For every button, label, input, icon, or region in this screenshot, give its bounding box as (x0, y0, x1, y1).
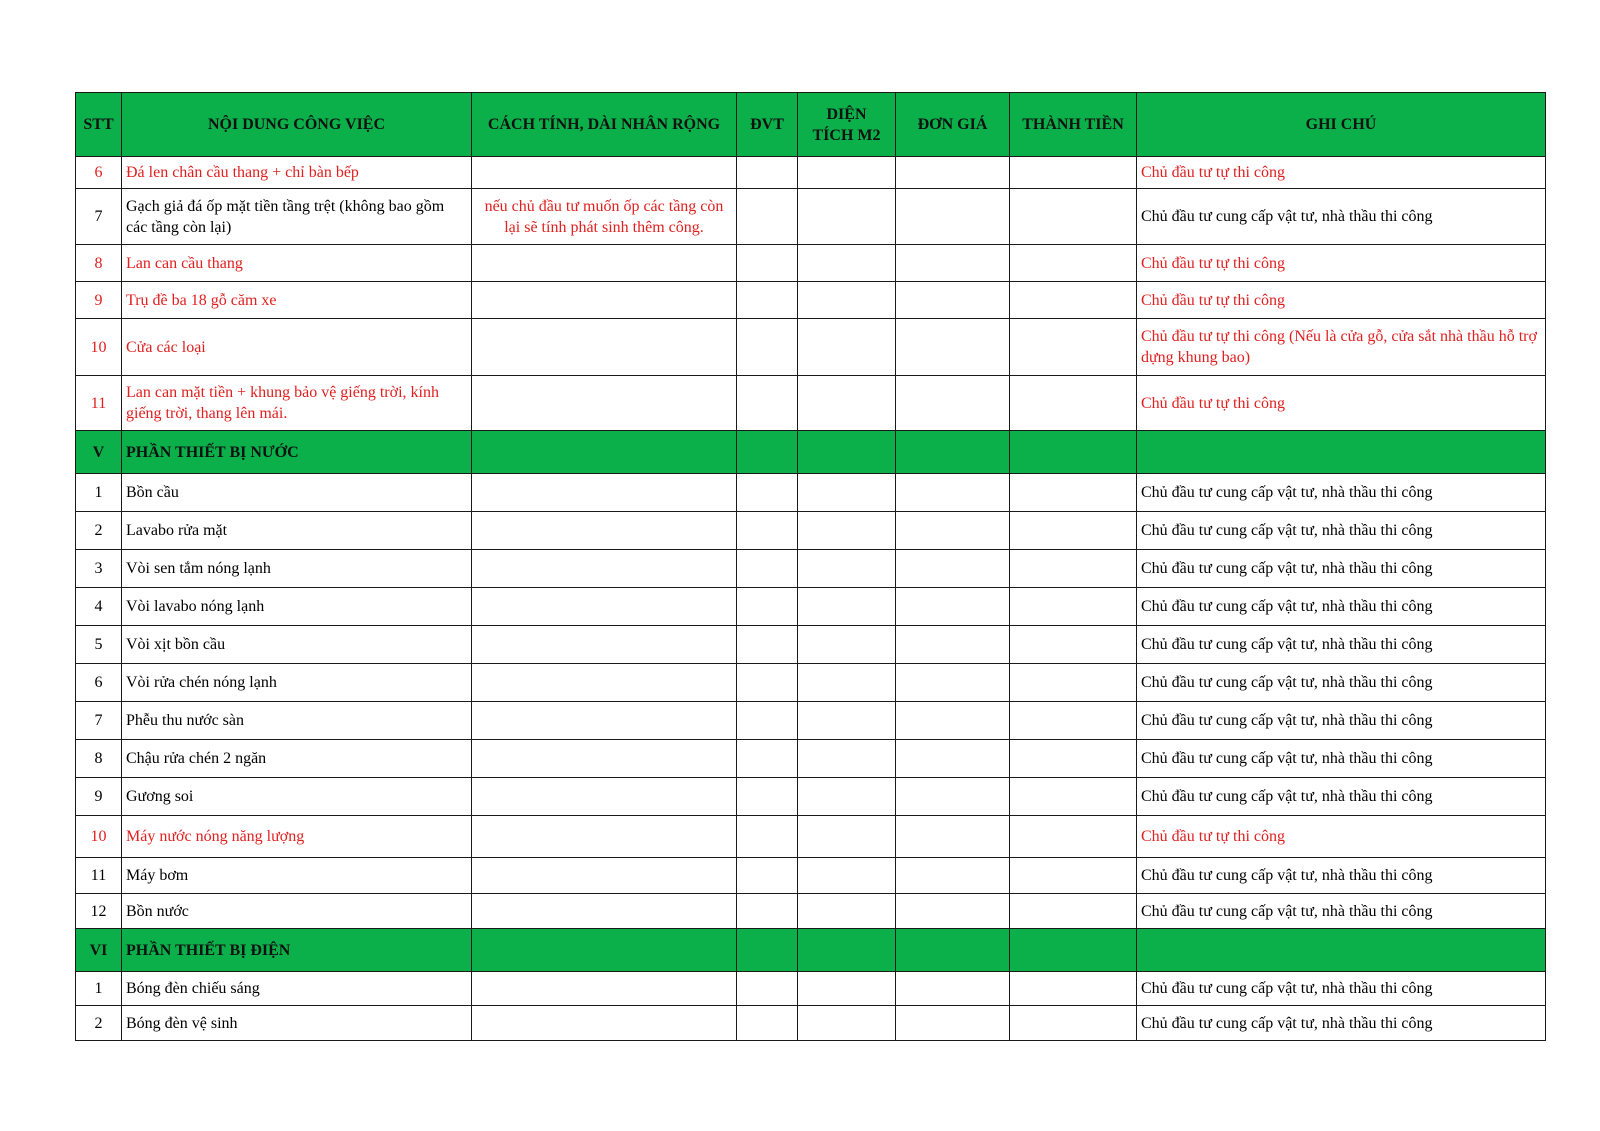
row-unit-price (896, 189, 1010, 245)
row-stt: 11 (76, 376, 122, 431)
section-cell (798, 929, 896, 972)
row-note: Chủ đầu tư cung cấp vật tư, nhà thầu thi công (1137, 858, 1546, 894)
row-method (472, 157, 737, 189)
row-total (1010, 894, 1137, 929)
row-area (798, 189, 896, 245)
row-unit (737, 245, 798, 282)
row-note: Chủ đầu tư cung cấp vật tư, nhà thầu thi công (1137, 474, 1546, 512)
row-unit-price (896, 626, 1010, 664)
row-total (1010, 740, 1137, 778)
table-row (76, 282, 1546, 319)
row-method (472, 858, 737, 894)
header-area-line2: TÍCH M2 (812, 126, 881, 144)
table-row (76, 157, 1546, 189)
row-content: Lan can cầu thang (122, 245, 472, 282)
row-stt: 10 (76, 816, 122, 858)
row-area (798, 972, 896, 1006)
row-content: Chậu rửa chén 2 ngăn (122, 740, 472, 778)
row-area (798, 664, 896, 702)
header-content: NỘI DUNG CÔNG VIỆC (122, 93, 472, 157)
row-method (472, 474, 737, 512)
row-stt: 9 (76, 778, 122, 816)
row-unit (737, 702, 798, 740)
row-method (472, 319, 737, 376)
row-stt: 3 (76, 550, 122, 588)
row-total (1010, 1006, 1137, 1041)
row-stt: 7 (76, 189, 122, 245)
table-row (76, 702, 1546, 740)
row-area (798, 157, 896, 189)
row-stt: 4 (76, 588, 122, 626)
row-stt: 1 (76, 474, 122, 512)
row-unit (737, 1006, 798, 1041)
table-row (76, 245, 1546, 282)
row-unit (737, 816, 798, 858)
table-row (76, 740, 1546, 778)
section-cell (1137, 431, 1546, 474)
table-row (76, 189, 1546, 245)
row-unit (737, 550, 798, 588)
row-area (798, 512, 896, 550)
row-total (1010, 702, 1137, 740)
row-stt: 2 (76, 1006, 122, 1041)
row-stt: 2 (76, 512, 122, 550)
section-title: PHẦN THIẾT BỊ ĐIỆN (122, 929, 472, 972)
row-method (472, 894, 737, 929)
row-total (1010, 816, 1137, 858)
row-method (472, 702, 737, 740)
row-area (798, 626, 896, 664)
row-note: Chủ đầu tư cung cấp vật tư, nhà thầu thi công (1137, 972, 1546, 1006)
row-stt: 8 (76, 245, 122, 282)
row-unit-price (896, 157, 1010, 189)
row-area (798, 376, 896, 431)
header-note: GHI CHÚ (1137, 93, 1546, 157)
row-unit-price (896, 894, 1010, 929)
row-unit (737, 858, 798, 894)
row-area (798, 319, 896, 376)
header-unit: ĐVT (737, 93, 798, 157)
row-unit-price (896, 319, 1010, 376)
row-content: Phễu thu nước sàn (122, 702, 472, 740)
row-note: Chủ đầu tư cung cấp vật tư, nhà thầu thi công (1137, 550, 1546, 588)
row-total (1010, 626, 1137, 664)
row-note: Chủ đầu tư cung cấp vật tư, nhà thầu thi công (1137, 778, 1546, 816)
table-row (76, 816, 1546, 858)
header-area-line1: DIỆN (826, 105, 867, 123)
section-cell (1137, 929, 1546, 972)
table-row (76, 588, 1546, 626)
row-method (472, 816, 737, 858)
row-total (1010, 778, 1137, 816)
table-row (76, 1006, 1546, 1041)
row-note: Chủ đầu tư cung cấp vật tư, nhà thầu thi công (1137, 740, 1546, 778)
section-row-v (76, 431, 1546, 474)
row-total (1010, 376, 1137, 431)
row-stt: 5 (76, 626, 122, 664)
row-unit-price (896, 550, 1010, 588)
row-unit (737, 740, 798, 778)
row-stt: 6 (76, 664, 122, 702)
section-cell (798, 431, 896, 474)
row-method (472, 740, 737, 778)
row-note: Chủ đầu tư tự thi công (Nếu là cửa gỗ, cửa sắt nhà thầu hỗ trợ dựng khung bao) (1137, 319, 1546, 376)
row-stt: 1 (76, 972, 122, 1006)
row-content: Bồn cầu (122, 474, 472, 512)
section-title: PHẦN THIẾT BỊ NƯỚC (122, 431, 472, 474)
table-row (76, 376, 1546, 431)
header-row (76, 93, 1546, 157)
row-method (472, 245, 737, 282)
row-total (1010, 189, 1137, 245)
row-unit (737, 282, 798, 319)
row-method (472, 626, 737, 664)
section-stt: V (76, 431, 122, 474)
row-unit-price (896, 512, 1010, 550)
row-total (1010, 319, 1137, 376)
table-row (76, 858, 1546, 894)
row-content: Vòi sen tắm nóng lạnh (122, 550, 472, 588)
row-unit (737, 588, 798, 626)
row-stt: 12 (76, 894, 122, 929)
row-method (472, 778, 737, 816)
row-method (472, 972, 737, 1006)
row-total (1010, 550, 1137, 588)
row-unit-price (896, 588, 1010, 626)
row-total (1010, 474, 1137, 512)
section-cell (1010, 929, 1137, 972)
row-stt: 7 (76, 702, 122, 740)
row-content: Bồn nước (122, 894, 472, 929)
row-note: Chủ đầu tư cung cấp vật tư, nhà thầu thi công (1137, 894, 1546, 929)
row-unit-price (896, 702, 1010, 740)
row-method (472, 512, 737, 550)
row-content: Vòi lavabo nóng lạnh (122, 588, 472, 626)
row-unit-price (896, 858, 1010, 894)
row-note: Chủ đầu tư tự thi công (1137, 157, 1546, 189)
table-row (76, 778, 1546, 816)
row-method (472, 282, 737, 319)
row-total (1010, 858, 1137, 894)
row-stt: 10 (76, 319, 122, 376)
row-area (798, 282, 896, 319)
table-row (76, 512, 1546, 550)
row-total (1010, 972, 1137, 1006)
table-row (76, 474, 1546, 512)
row-area (798, 816, 896, 858)
row-content: Lavabo rửa mặt (122, 512, 472, 550)
header-unit-price: ĐƠN GIÁ (896, 93, 1010, 157)
section-cell (472, 929, 737, 972)
row-stt: 8 (76, 740, 122, 778)
cost-table (75, 92, 1546, 1041)
row-method: nếu chủ đầu tư muốn ốp các tầng còn lại sẽ tính phát sinh thêm công. (472, 189, 737, 245)
header-method: CÁCH TÍNH, DÀI NHÂN RỘNG (472, 93, 737, 157)
row-content: Gạch giả đá ốp mặt tiền tầng trệt (không bao gồm các tầng còn lại) (122, 189, 472, 245)
row-unit (737, 972, 798, 1006)
row-area (798, 245, 896, 282)
row-area (798, 702, 896, 740)
row-total (1010, 157, 1137, 189)
row-content: Gương soi (122, 778, 472, 816)
row-content: Trụ đề ba 18 gỗ căm xe (122, 282, 472, 319)
row-unit-price (896, 282, 1010, 319)
row-total (1010, 664, 1137, 702)
section-cell (472, 431, 737, 474)
row-note: Chủ đầu tư tự thi công (1137, 816, 1546, 858)
row-unit (737, 319, 798, 376)
row-unit-price (896, 778, 1010, 816)
row-content: Máy bơm (122, 858, 472, 894)
row-unit (737, 189, 798, 245)
header-stt: STT (76, 93, 122, 157)
row-note: Chủ đầu tư cung cấp vật tư, nhà thầu thi công (1137, 512, 1546, 550)
row-unit-price (896, 1006, 1010, 1041)
row-unit (737, 512, 798, 550)
table-row (76, 319, 1546, 376)
table-row (76, 664, 1546, 702)
row-content: Vòi xịt bồn cầu (122, 626, 472, 664)
row-method (472, 376, 737, 431)
section-cell (896, 929, 1010, 972)
row-note: Chủ đầu tư cung cấp vật tư, nhà thầu thi công (1137, 1006, 1546, 1041)
table-row (76, 626, 1546, 664)
row-content: Lan can mặt tiền + khung bảo vệ giếng trời, kính giếng trời, thang lên mái. (122, 376, 472, 431)
row-total (1010, 245, 1137, 282)
row-total (1010, 282, 1137, 319)
row-unit (737, 778, 798, 816)
table-row (76, 972, 1546, 1006)
row-area (798, 474, 896, 512)
row-unit (737, 664, 798, 702)
header-area (798, 93, 896, 157)
section-cell (896, 431, 1010, 474)
row-unit-price (896, 474, 1010, 512)
row-area (798, 550, 896, 588)
row-unit-price (896, 972, 1010, 1006)
row-note: Chủ đầu tư cung cấp vật tư, nhà thầu thi công (1137, 664, 1546, 702)
table-row (76, 894, 1546, 929)
row-note: Chủ đầu tư tự thi công (1137, 282, 1546, 319)
row-area (798, 1006, 896, 1041)
row-method (472, 550, 737, 588)
row-note: Chủ đầu tư cung cấp vật tư, nhà thầu thi công (1137, 189, 1546, 245)
section-cell (737, 929, 798, 972)
row-content: Vòi rửa chén nóng lạnh (122, 664, 472, 702)
row-note: Chủ đầu tư cung cấp vật tư, nhà thầu thi công (1137, 626, 1546, 664)
row-unit (737, 474, 798, 512)
row-note: Chủ đầu tư tự thi công (1137, 376, 1546, 431)
row-unit (737, 894, 798, 929)
header-total: THÀNH TIỀN (1010, 93, 1137, 157)
section-cell (737, 431, 798, 474)
row-method (472, 664, 737, 702)
row-unit-price (896, 740, 1010, 778)
row-note: Chủ đầu tư tự thi công (1137, 245, 1546, 282)
row-area (798, 740, 896, 778)
row-total (1010, 512, 1137, 550)
row-area (798, 894, 896, 929)
section-row-vi (76, 929, 1546, 972)
row-unit (737, 157, 798, 189)
row-unit-price (896, 245, 1010, 282)
row-method (472, 1006, 737, 1041)
row-stt: 9 (76, 282, 122, 319)
row-unit-price (896, 376, 1010, 431)
row-stt: 11 (76, 858, 122, 894)
row-area (798, 858, 896, 894)
row-method (472, 588, 737, 626)
row-stt: 6 (76, 157, 122, 189)
row-unit (737, 376, 798, 431)
row-content: Bóng đèn chiếu sáng (122, 972, 472, 1006)
row-content: Máy nước nóng năng lượng (122, 816, 472, 858)
row-area (798, 588, 896, 626)
row-content: Bóng đèn vệ sinh (122, 1006, 472, 1041)
row-content: Cửa các loại (122, 319, 472, 376)
section-stt: VI (76, 929, 122, 972)
row-content: Đá len chân cầu thang + chỉ bàn bếp (122, 157, 472, 189)
row-note: Chủ đầu tư cung cấp vật tư, nhà thầu thi công (1137, 702, 1546, 740)
row-unit-price (896, 664, 1010, 702)
row-area (798, 778, 896, 816)
table-row (76, 550, 1546, 588)
row-note: Chủ đầu tư cung cấp vật tư, nhà thầu thi công (1137, 588, 1546, 626)
row-total (1010, 588, 1137, 626)
section-cell (1010, 431, 1137, 474)
row-unit (737, 626, 798, 664)
row-unit-price (896, 816, 1010, 858)
